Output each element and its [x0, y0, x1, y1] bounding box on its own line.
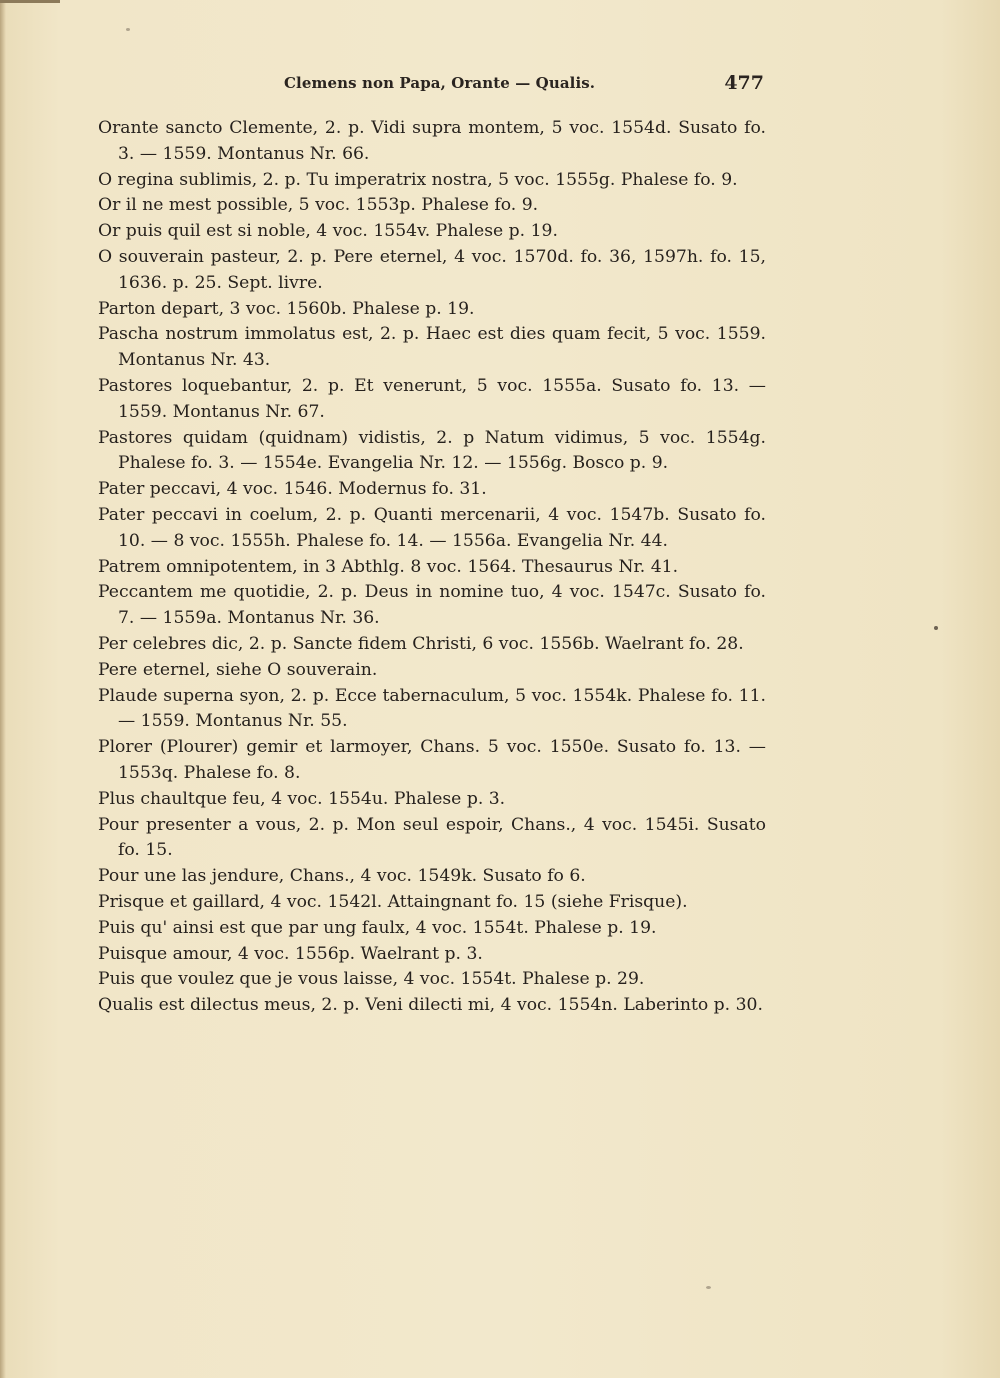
index-entry: O regina sublimis, 2. p. Tu imperatrix nostra, 5 voc. 1555g. Phalese fo. 9. — [98, 169, 738, 190]
index-entry: Plorer (Plourer) gemir et larmoyer, Chans. 5 voc. 1550e. Susato fo. 13. — 1553q. Phalese fo. 8. — [98, 737, 766, 783]
index-entry: Pour une las jendure, Chans., 4 voc. 1549k. Susato fo 6. — [98, 866, 586, 887]
index-entry: Pour presenter a vous, 2. p. Mon seul espoir, Chans., 4 voc. 1545i. Susato fo. 15. — [98, 814, 766, 861]
index-entry: Peccantem me quotidie, 2. p. Deus in nomine tuo, 4 voc. 1547c. Susato fo. 7. — 1559a. Montanus Nr. 36. — [98, 582, 766, 629]
running-header-title: Clemens non Papa, Orante — Qualis. — [284, 74, 596, 92]
index-entry: O souverain pasteur, 2. p. Pere eternel, 4 voc. 1570d. fo. 36, 1597h. fo. 15, 1636. p. 25. Sept. livre. — [98, 246, 766, 293]
index-entry: Pater peccavi, 4 voc. 1546. Modernus fo. 31. — [98, 479, 487, 500]
page-number: 477 — [724, 72, 764, 94]
index-entry: Pascha nostrum immolatus est, 2. p. Haec est dies quam fecit, 5 voc. 1559. Montanus Nr. 43. — [98, 324, 766, 371]
index-entry: Pastores loquebantur, 2. p. Et venerunt, 5 voc. 1555a. Susato fo. 13. — 1559. Montanus Nr. 67. — [98, 375, 766, 422]
index-entry: Puisque amour, 4 voc. 1556p. Waelrant p. 3. — [98, 943, 483, 964]
index-entry: Puis qu' ainsi est que par ung faulx, 4 voc. 1554t. Phalese p. 19. — [98, 917, 657, 938]
index-entry: Plaude superna syon, 2. p. Ecce tabernaculum, 5 voc. 1554k. Phalese fo. 11. — 1559. Montanus Nr. 55. — [98, 685, 766, 732]
index-entry: Or puis quil est si noble, 4 voc. 1554v. Phalese p. 19. — [98, 221, 558, 242]
paper-speck — [126, 28, 130, 31]
running-header — [96, 74, 764, 98]
index-entry: Patrem omnipotentem, in 3 Abthlg. 8 voc. 1564. Thesaurus Nr. 41. — [98, 556, 679, 577]
paper-speck — [934, 626, 938, 630]
index-entry: Parton depart, 3 voc. 1560b. Phalese p. 19. — [98, 298, 475, 319]
index-entry: Puis que voulez que je vous laisse, 4 voc. 1554t. Phalese p. 29. — [98, 969, 645, 990]
page-edge-shadow — [0, 0, 6, 1378]
index-entry: Pere eternel, siehe O souverain. — [98, 659, 378, 680]
index-entry: Or il ne mest possible, 5 voc. 1553p. Phalese fo. 9. — [98, 195, 539, 216]
index-entry: Pastores quidam (quidnam) vidistis, 2. p Natum vidimus, 5 voc. 1554g. Phalese fo. 3. — 1554e. Evangelia Nr. 12. — 1556g. Bosco p. 9. — [98, 427, 766, 474]
index-entry: Plus chaultque feu, 4 voc. 1554u. Phalese p. 3. — [98, 788, 506, 809]
index-entry: Prisque et gaillard, 4 voc. 1542l. Attaingnant fo. 15 (siehe Frisque). — [98, 891, 688, 912]
paper-speck — [706, 1286, 711, 1289]
index-entry: Orante sancto Clemente, 2. p. Vidi supra montem, 5 voc. 1554d. Susato fo. 3. — 1559. Montanus Nr. 66. — [98, 118, 766, 164]
index-entry: Pater peccavi in coelum, 2. p. Quanti mercenarii, 4 voc. 1547b. Susato fo. 10. — 8 voc. 1555h. Phalese fo. 14. — 1556a. Evangelia Nr. 44. — [98, 504, 766, 551]
index-entry-list — [98, 116, 766, 1019]
page-top-mark — [0, 0, 60, 3]
index-entry: Per celebres dic, 2. p. Sancte fidem Christi, 6 voc. 1556b. Waelrant fo. 28. — [98, 633, 744, 654]
index-entry: Qualis est dilectus meus, 2. p. Veni dilecti mi, 4 voc. 1554n. Laberinto p. 30. — [98, 995, 763, 1016]
